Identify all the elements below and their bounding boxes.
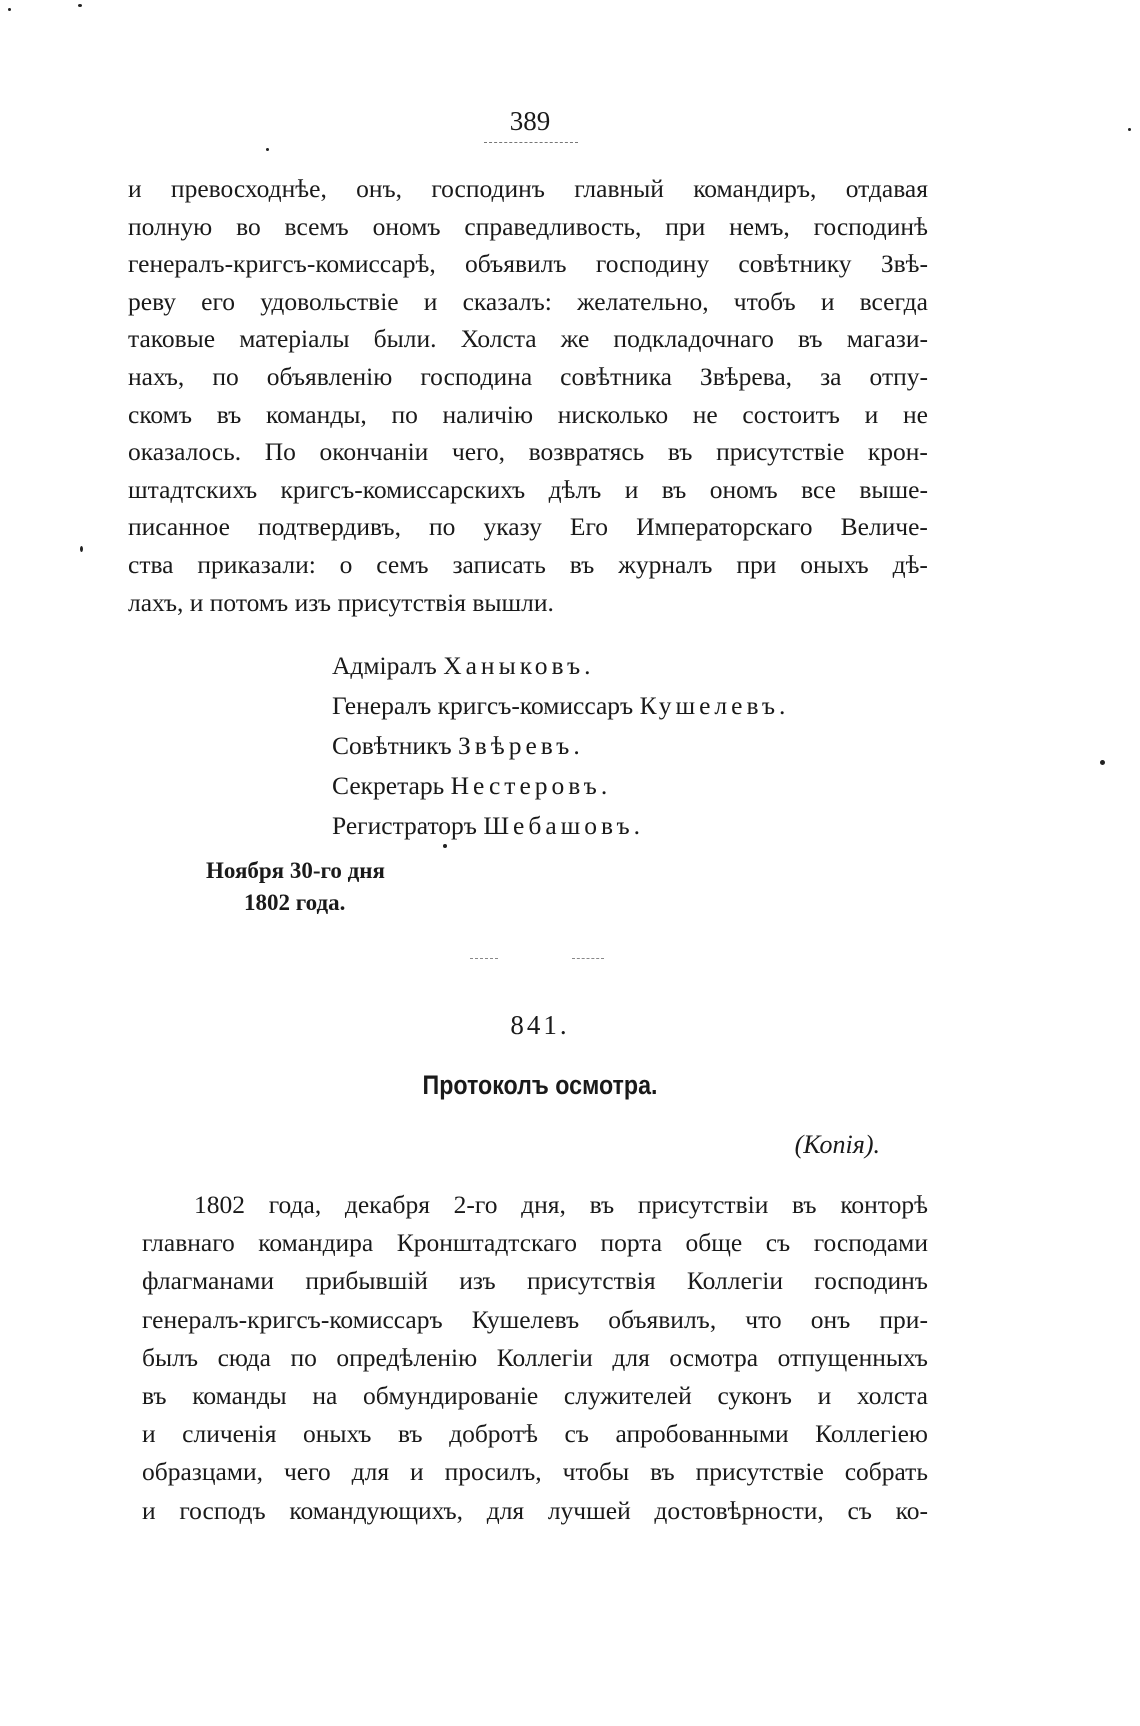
word: для <box>351 1457 390 1487</box>
word: командиръ, <box>693 174 817 203</box>
word: реву <box>128 286 176 316</box>
word: объявленію <box>266 361 393 391</box>
word: ства <box>128 549 174 579</box>
word: дня, <box>521 1190 566 1219</box>
date-year: 1802 года. <box>244 890 346 915</box>
word: Холста <box>460 324 537 354</box>
word: и <box>864 399 879 429</box>
word: 1802 <box>194 1190 245 1219</box>
word: служителей <box>563 1380 692 1410</box>
section-separator <box>572 958 604 959</box>
word: же <box>560 324 590 354</box>
word: объявилъ <box>465 249 567 279</box>
word: записать <box>452 549 546 579</box>
signature-name: Шебашовъ. <box>483 811 645 840</box>
page-number: 389 <box>509 106 551 136</box>
word: отпу- <box>869 361 928 391</box>
signature-name: Звѣревъ. <box>458 731 584 760</box>
word: дѣлъ <box>548 474 602 504</box>
word: обмундированіе <box>363 1380 539 1410</box>
word: обще <box>685 1228 743 1258</box>
word: холста <box>856 1380 928 1410</box>
word: штадтскихъ <box>128 474 258 504</box>
document-note: (Копія). <box>794 1130 880 1159</box>
word: отпущенныхъ <box>777 1342 928 1372</box>
word: и <box>410 1457 424 1487</box>
word: немъ, <box>729 211 790 241</box>
date-day: Ноября 30-го дня <box>206 858 385 883</box>
word: о <box>339 549 353 579</box>
text-line <box>142 1262 928 1300</box>
word: съ <box>765 1228 791 1258</box>
word: чтобъ <box>733 286 796 316</box>
word: Величе- <box>840 512 928 542</box>
signature-name: Кушелевъ. <box>639 691 790 720</box>
word: опредѣленію <box>336 1342 478 1372</box>
previous-document-text <box>128 170 928 621</box>
word: въ <box>569 549 595 579</box>
word: достовѣрности, <box>654 1495 824 1525</box>
word: по <box>429 512 456 542</box>
document-text <box>142 1186 928 1530</box>
word: и <box>142 1495 156 1525</box>
signature-line <box>332 726 892 766</box>
word: совѣтнику <box>738 249 852 279</box>
word: по <box>290 1342 317 1372</box>
word: наличію <box>442 399 534 429</box>
word: Коллегіи <box>496 1342 593 1372</box>
word: журналъ <box>618 549 713 579</box>
word: Звѣ- <box>880 249 928 279</box>
signature-title: Адміралъ <box>332 651 437 680</box>
word: нахъ, <box>128 361 185 391</box>
text-line <box>142 1339 928 1377</box>
word: генералъ-кригсъ-комиссаръ <box>142 1304 443 1334</box>
word: господину <box>595 249 710 279</box>
signature-title: Секретарь <box>332 771 445 800</box>
word: оныхъ <box>800 549 869 579</box>
word: желательно, <box>577 286 709 316</box>
word: приказали: <box>197 549 316 579</box>
word: не <box>692 399 718 429</box>
word: въ <box>142 1380 167 1410</box>
word: въ <box>667 437 693 467</box>
word: и <box>624 474 639 504</box>
document-title: Протоколъ осмотра. <box>422 1070 658 1100</box>
word: изъ <box>459 1266 496 1296</box>
text-line <box>142 1224 928 1262</box>
text-line <box>128 208 928 246</box>
word: Императорскаго <box>636 512 813 542</box>
text-line <box>128 245 928 283</box>
word: образцами, <box>142 1457 263 1487</box>
word: скомъ <box>128 399 192 429</box>
word: господина <box>420 361 533 391</box>
scan-speck <box>1100 760 1105 765</box>
word: и <box>142 1419 156 1449</box>
text-line <box>142 1301 928 1339</box>
word: что <box>745 1304 782 1334</box>
word: онъ <box>810 1304 851 1334</box>
word: таковые <box>128 324 216 354</box>
word: крон- <box>867 437 928 467</box>
word: осмотра <box>669 1342 759 1372</box>
word: нисколько <box>557 399 669 429</box>
word: объявилъ, <box>608 1304 717 1334</box>
word: главный <box>574 174 664 203</box>
word: чего <box>283 1457 331 1487</box>
word: отдавая <box>845 174 928 203</box>
word: Коллегіею <box>815 1419 928 1449</box>
word: полную <box>128 211 213 241</box>
word: магази- <box>846 324 928 354</box>
word: дѣ- <box>892 549 928 579</box>
word: По <box>264 437 296 467</box>
scan-speck <box>266 148 269 151</box>
word: года, <box>268 1190 322 1219</box>
word: и <box>820 286 835 316</box>
word: въ <box>589 1190 615 1219</box>
word: Звѣрева, <box>699 361 793 391</box>
word: въ <box>650 1457 675 1487</box>
word: командира <box>258 1228 374 1258</box>
signature-title: Совѣтникъ <box>332 731 452 760</box>
word: на <box>312 1380 338 1410</box>
word: съ <box>847 1495 872 1525</box>
word: ко- <box>895 1495 928 1525</box>
word: команды <box>192 1380 287 1410</box>
word: флагманами <box>142 1266 275 1296</box>
word: господами <box>813 1228 928 1258</box>
word: удовольствіе <box>260 286 399 316</box>
word: господинъ <box>814 1266 928 1296</box>
word: главнаго <box>142 1228 235 1258</box>
word: окончаніи <box>319 437 429 467</box>
word: господъ <box>179 1495 266 1525</box>
word: во <box>236 211 261 241</box>
word: въ <box>661 474 687 504</box>
word: присутствіе <box>716 437 845 467</box>
signature-line <box>332 766 892 806</box>
word: присутствіи <box>637 1190 769 1219</box>
word: за <box>820 361 842 391</box>
word: справедливость, <box>464 211 642 241</box>
word: въ <box>398 1419 423 1449</box>
word: генералъ-кригсъ-комиссарѣ, <box>128 249 436 279</box>
text-line <box>142 1186 928 1224</box>
word: апробованными <box>615 1419 789 1449</box>
word: чтобы <box>562 1457 630 1487</box>
word: состоитъ <box>742 399 840 429</box>
word: возвратясь <box>528 437 645 467</box>
section-separator <box>470 958 498 959</box>
word: присутствія <box>527 1266 656 1296</box>
word: указу <box>483 512 542 542</box>
word: сказалъ: <box>462 286 552 316</box>
scan-speck <box>1128 128 1131 131</box>
word: по <box>391 399 418 429</box>
text-line <box>142 1453 928 1491</box>
signature-line <box>332 806 892 846</box>
word: въ <box>216 399 242 429</box>
signature-name: Ханыковъ. <box>443 651 595 680</box>
word: его <box>201 286 236 316</box>
word: всемъ <box>284 211 349 241</box>
scan-speck <box>80 546 83 552</box>
text-line <box>142 1415 928 1453</box>
text-line <box>128 320 928 358</box>
signature-line <box>332 686 892 726</box>
scan-speck <box>443 844 447 848</box>
scan-speck <box>8 8 11 11</box>
word: прибывшій <box>305 1266 428 1296</box>
word: кригсъ-комиссарскихъ <box>280 474 526 504</box>
word: писанное <box>128 512 230 542</box>
word: ономъ <box>372 211 441 241</box>
word: и <box>817 1380 832 1410</box>
scan-speck <box>78 4 82 7</box>
word: съ <box>564 1419 589 1449</box>
word: добротѣ <box>449 1419 538 1449</box>
word: Коллегіи <box>686 1266 783 1296</box>
word: собрать <box>844 1457 928 1487</box>
text-line <box>128 471 928 509</box>
word: командующихъ, <box>289 1495 464 1525</box>
text-line: лахъ, и потомъ изъ присутствія вышли. <box>128 587 554 617</box>
word: господинъ <box>431 174 545 203</box>
word: сюда <box>217 1342 271 1372</box>
word: конторѣ <box>840 1190 928 1219</box>
word: присутствіе <box>695 1457 824 1487</box>
text-line <box>128 358 928 396</box>
word: всегда <box>859 286 928 316</box>
text-line <box>128 170 928 208</box>
word: и <box>423 286 438 316</box>
word: все <box>801 474 836 504</box>
signature-title: Генералъ кригсъ-комиссаръ <box>332 691 634 720</box>
word: оказалось. <box>128 437 242 467</box>
word: чего, <box>451 437 506 467</box>
word: сличенія <box>182 1419 277 1449</box>
word: 2-го <box>453 1190 498 1219</box>
text-line <box>142 1377 928 1415</box>
word: при <box>665 211 706 241</box>
text-line <box>128 396 928 434</box>
word: суконъ <box>717 1380 792 1410</box>
word: при- <box>879 1304 928 1334</box>
word: декабря <box>344 1190 430 1219</box>
word: для <box>486 1495 525 1525</box>
word: былъ <box>142 1342 199 1372</box>
word: выше- <box>859 474 928 504</box>
text-line <box>128 508 928 546</box>
word: порта <box>600 1228 663 1258</box>
signature-title: Регистраторъ <box>332 811 477 840</box>
word: и <box>128 174 142 203</box>
signatures-block <box>332 646 892 846</box>
text-line <box>142 1492 928 1530</box>
signature-line <box>332 646 892 686</box>
word: онъ, <box>356 174 403 203</box>
word: совѣтника <box>560 361 672 391</box>
word: по <box>212 361 239 391</box>
word: превосходнѣе, <box>170 174 327 203</box>
word: семъ <box>376 549 429 579</box>
page-number-rule <box>484 142 578 143</box>
word: лучшей <box>547 1495 631 1525</box>
word: при <box>736 549 777 579</box>
word: Кушелевъ <box>471 1304 580 1334</box>
word: для <box>612 1342 650 1372</box>
word: подкладочнаго <box>613 324 774 354</box>
text-line <box>128 433 928 471</box>
word: Кронштадтскаго <box>396 1228 577 1258</box>
document-number: 841. <box>510 1010 570 1040</box>
signature-name: Нестеровъ. <box>450 771 612 800</box>
word: въ <box>798 324 823 354</box>
word: были. <box>373 324 437 354</box>
word: ономъ <box>709 474 778 504</box>
word: подтвердивъ, <box>257 512 401 542</box>
word: Его <box>569 512 609 542</box>
word: команды, <box>265 399 367 429</box>
word: просилъ, <box>444 1457 542 1487</box>
word: въ <box>792 1190 817 1219</box>
text-line <box>128 546 928 584</box>
word: оныхъ <box>302 1419 372 1449</box>
word: господинѣ <box>813 211 928 241</box>
word: матеріалы <box>239 324 350 354</box>
text-line <box>128 283 928 321</box>
word: не <box>903 399 928 429</box>
